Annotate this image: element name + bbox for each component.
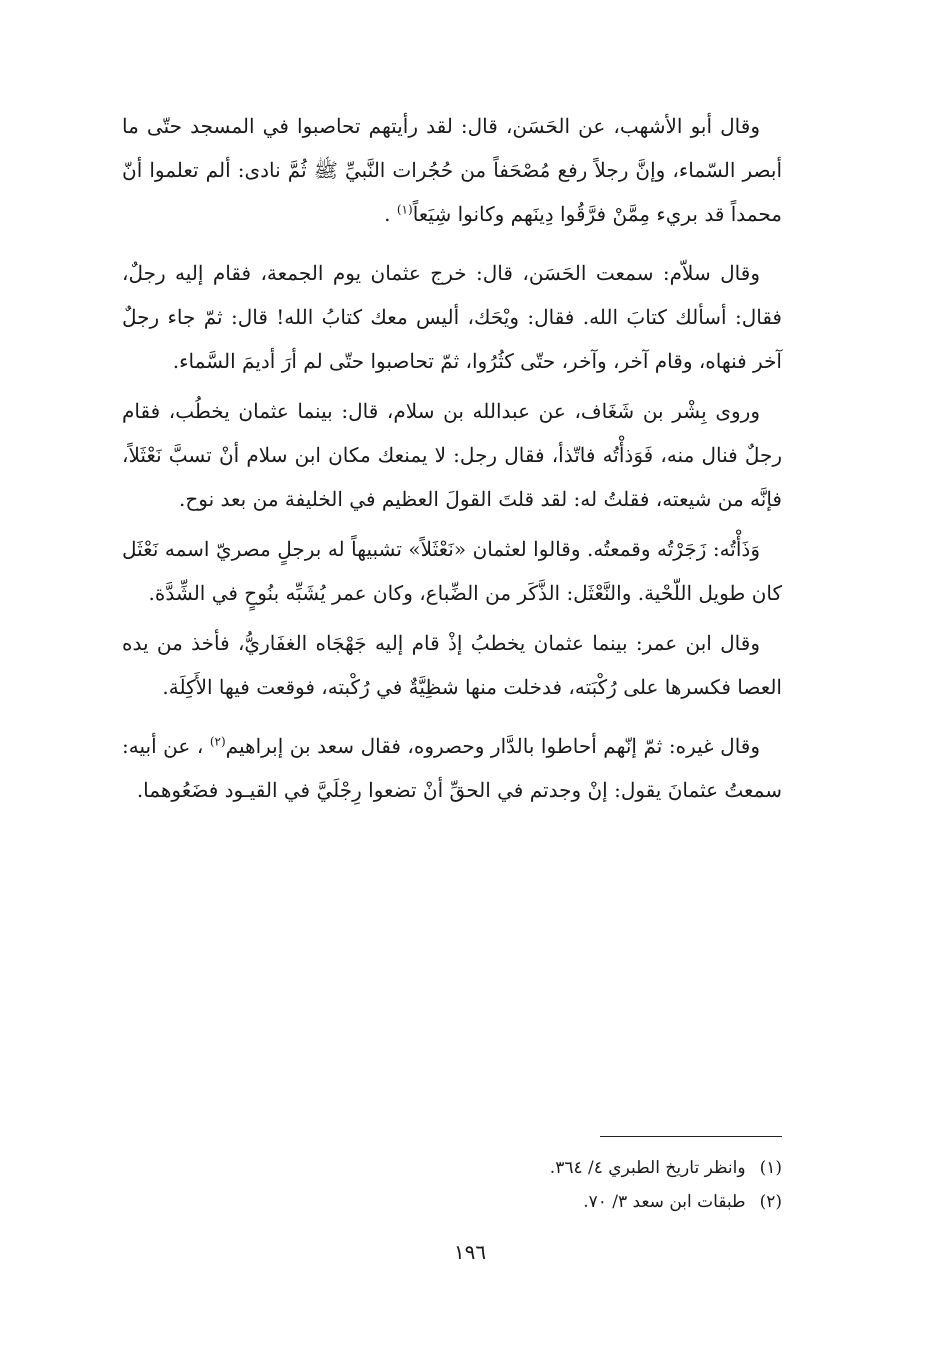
footnote-1: [300, 1151, 782, 1185]
footnote-2: [300, 1185, 782, 1219]
footnote-2-number: (٢): [759, 1192, 782, 1212]
main-text: [122, 104, 782, 812]
page-number: ١٩٦: [453, 1240, 487, 1264]
paragraph-6-text: وقال غيره: ثمّ إنّهم أحاطوا بالدَّار وحصروه، فقال سعد بن إبراهيم: [225, 734, 761, 758]
paragraph-4-text: وَذَأْتُه: زَجَرْتُه وقمعتُه. وقالوا لعثمان «نَعْثَلاً» تشبيهاً له برجلٍ مصريّ اسمه نَعْثَل كان طويل اللّحْية. والنَّعْثَل: الذَّكَر من الضِّباع، وكان عمر يُشَبِّه بنُوحٍ في الشِّدَّة.: [122, 537, 782, 605]
footnote-2-text: طبقات ابن سعد ٣/ ٧٠.: [583, 1192, 746, 1212]
paragraph-2-text: وقال سلاّم: سمعت الحَسَن، قال: خرج عثمان يوم الجمعة، فقام إليه رجلٌ، فقال: أسألك كتابَ الله. فقال: ويْحَك، أليس معك كتابُ الله! قال: ثمّ جاء رجلٌ آخر فنهاه، وقام آخر، وآخر، حتّى كثُرُوا، ثمّ تحاصبوا حتّى لم أرَ أديمَ السَّماء.: [122, 261, 782, 373]
footnote-1-number: (١): [759, 1158, 782, 1178]
paragraph-3-text: وروى بِشْر بن شَغَاف، عن عبدالله بن سلام، قال: بينما عثمان يخطُب، فقام رجلٌ فنال منه، فَوَذأْتُه فاتّذأ، فقال رجل: لا يمنعك مكان ابن سلام أنْ تسبَّ نَعْثَلاً، فإنَّه من شيعته، فقلتُ له: لقد قلتَ القولَ العظيم في الخليفة من بعد نوح.: [122, 399, 782, 511]
paragraph-6-tail: ، عن أبيه: سمعتُ عثمانَ يقول: إنْ وجدتم في الحقِّ أنْ تضعوا رِجْلَيَّ في القيـود فضَعُوهما.: [122, 734, 782, 802]
paragraph-2: [122, 251, 782, 383]
paragraph-1: [122, 104, 782, 236]
footnote-divider: [600, 1136, 782, 1137]
footnotes: [300, 1151, 782, 1219]
footnote-ref-2[interactable]: (٢): [209, 734, 226, 749]
paragraph-4: [122, 527, 782, 615]
paragraph-6: [122, 724, 782, 812]
footnote-1-text: وانظر تاريخ الطبري ٤/ ٣٦٤.: [549, 1158, 746, 1178]
paragraph-1-tail: .: [384, 202, 397, 226]
paragraph-5: [122, 621, 782, 709]
footnote-ref-1[interactable]: (١): [396, 202, 413, 217]
paragraph-5-text: وقال ابن عمر: بينما عثمان يخطبُ إذْ قام إليه جَهْجَاه الغفَاريُّ، فأخذ من يده العصا فكسرها على رُكْبَته، فدخلت منها شظِيَّةٌ في رُكْبته، فوقعت فيها الأَكِلَة.: [122, 631, 782, 699]
paragraph-1-text: وقال أبو الأشهب، عن الحَسَن، قال: لقد رأيتهم تحاصبوا في المسجد حتّى ما أبصر السّماء، وإنَّ رجلاً رفع مُصْحَفاً من حُجُرات النَّبيِّ ﷺ ثُمَّ نادى: ألم تعلموا أنّ محمداً قد بريء مِمَّنْ فرَّقُوا دِينَهم وكانوا شِيَعاً: [122, 114, 782, 226]
paragraph-3: [122, 389, 782, 521]
